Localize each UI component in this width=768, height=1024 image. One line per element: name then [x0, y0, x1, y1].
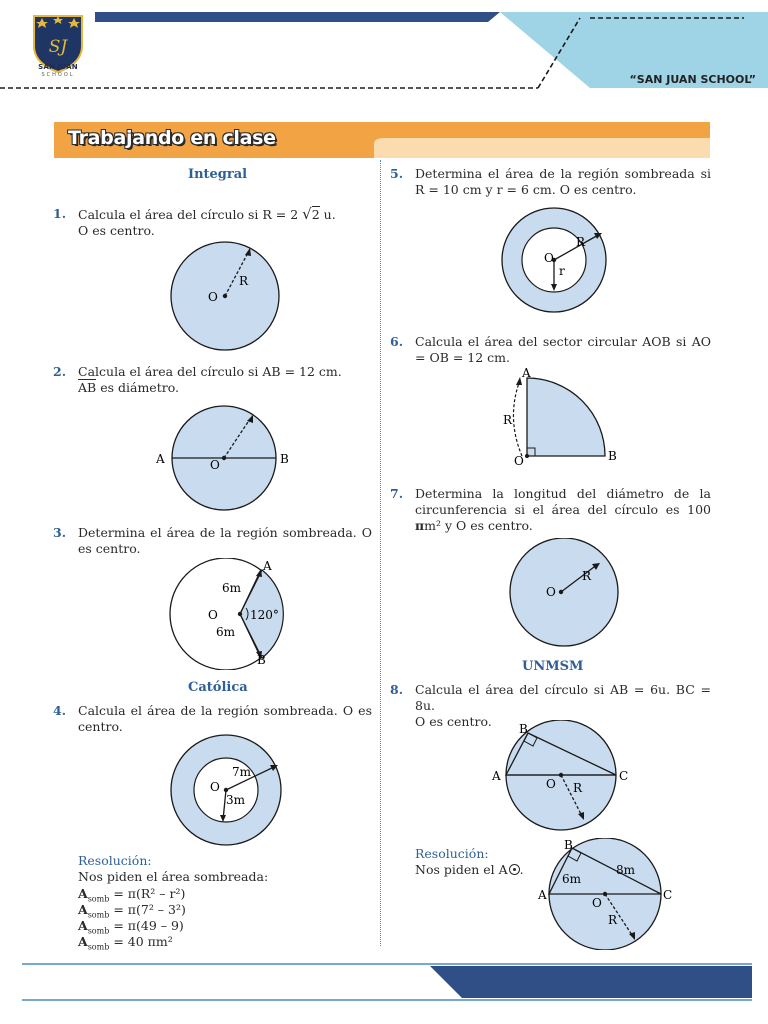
figure-7-circle — [502, 538, 632, 650]
area-symbol: A — [78, 934, 88, 949]
fig9-label-C: C — [663, 888, 673, 902]
logo-wordmark — [26, 63, 90, 79]
resolution-4-line-3: = π(49 – 9) — [113, 918, 184, 933]
figure-3-sector — [160, 558, 310, 670]
logo-sub: SCHOOL — [41, 72, 75, 78]
problem-7-number: 7. — [390, 486, 404, 501]
problem-8-number: 8. — [390, 682, 404, 697]
fig9-label-R: R — [608, 913, 618, 927]
resolution-4-title: Resolución: — [78, 853, 152, 868]
logo-initials: SJ — [48, 37, 68, 57]
fig4-label-O: O — [210, 780, 220, 794]
fig8-label-R: R — [573, 781, 583, 795]
fig7-label-O: O — [546, 585, 556, 599]
problem-6-number: 6. — [390, 334, 404, 349]
logo-name: SAN JUAN — [38, 63, 78, 71]
problem-3-text: Determina el área de la región sombreada. O es centro. — [78, 525, 372, 556]
area-subscript: somb — [87, 894, 110, 904]
problem-2-line1: Calcula el área del círculo si AB = 12 cm. — [78, 364, 342, 379]
problem-2-segment: AB — [78, 380, 97, 395]
problem-1-unit: u. — [323, 207, 336, 222]
problem-8-line2: O es centro. — [415, 714, 492, 729]
fig2-label-O: O — [210, 458, 220, 472]
problem-2-number: 2. — [53, 364, 67, 379]
fig8-label-O: O — [546, 777, 556, 791]
area-subscript: somb — [87, 926, 110, 936]
fig9-label-bc: 8m — [616, 863, 636, 877]
problem-5-text: Determina el área de la región sombreada si R = 10 cm y r = 6 cm. O es centro. — [415, 166, 711, 197]
resolution-8-intro: Nos piden el A . — [415, 862, 524, 877]
fig6-label-O: O — [514, 454, 524, 468]
area-symbol: A — [78, 902, 88, 917]
problem-7-text — [415, 486, 711, 534]
section-integral: Integral — [188, 167, 248, 182]
school-name: “SAN JUAN SCHOOL” — [629, 73, 756, 86]
problem-2-line2: es diámetro. — [100, 380, 179, 395]
problem-1-sqrt: 2 — [311, 207, 320, 222]
banner-title: Trabajando en clase — [68, 127, 276, 149]
resolution-4-step-4 — [78, 934, 173, 956]
fig6-label-A: A — [522, 366, 531, 380]
fig9-label-O: O — [592, 896, 602, 910]
problem-6-text: Calcula el área del sector circular AOB si AO = OB = 12 cm. — [415, 334, 711, 365]
fig3-label-angle: 120° — [250, 608, 279, 622]
section-unmsm: UNMSM — [522, 659, 584, 674]
fig7-label-R: R — [582, 569, 592, 583]
fig3-label-A: A — [263, 559, 272, 573]
fig1-label-R: R — [239, 274, 249, 288]
resolution-4-line-4: = 40 πm² — [113, 934, 173, 949]
fig4-label-outer: 7m — [232, 765, 252, 779]
problem-1-line2: O es centro. — [78, 223, 155, 238]
figure-2-diameter — [150, 400, 310, 512]
problem-5-number: 5. — [390, 166, 404, 181]
fig5-label-O: O — [544, 251, 554, 265]
problem-4-number: 4. — [53, 703, 67, 718]
footer-graphic — [0, 958, 768, 1008]
circle-dot-icon — [509, 864, 520, 875]
fig6-label-B: B — [608, 449, 617, 463]
fig2-label-B: B — [280, 452, 289, 466]
fig3-label-r1: 6m — [222, 581, 242, 595]
fig9-label-B: B — [564, 838, 573, 852]
figure-1-circle — [160, 240, 300, 352]
fig9-label-ab: 6m — [562, 872, 582, 886]
section-catolica: Católica — [188, 680, 248, 695]
figure-8-inscribed-triangle — [488, 720, 638, 832]
fig1-label-O: O — [208, 290, 218, 304]
fig4-label-inner: 3m — [226, 793, 246, 807]
fig8-label-B: B — [519, 722, 528, 736]
figure-6-quarter-sector — [500, 366, 630, 470]
area-symbol: A — [78, 918, 88, 933]
resolution-8-title: Resolución: — [415, 846, 489, 861]
resolution-4-line-1: = π(R² – r²) — [113, 886, 186, 901]
fig3-label-B: B — [257, 653, 266, 667]
fig5-label-R: R — [576, 235, 586, 249]
figure-4-annulus — [160, 734, 300, 846]
area-symbol: A — [78, 886, 88, 901]
problem-7-pi: π — [415, 518, 425, 533]
problem-4-text: Calcula el área de la región sombreada. O es centro. — [78, 703, 372, 734]
fig9-label-A: A — [538, 888, 547, 902]
fig2-label-A: A — [156, 452, 165, 466]
fig8-label-A: A — [492, 769, 501, 783]
sqrt-symbol: √ — [302, 205, 312, 223]
problem-1-line1: Calcula el área del círculo si R = 2 — [78, 207, 299, 222]
resolution-8-intro-text: Nos piden el A — [415, 862, 508, 877]
fig3-label-r2: 6m — [216, 625, 236, 639]
fig8-label-C: C — [619, 769, 629, 783]
area-subscript: somb — [87, 910, 110, 920]
problem-7-text-b: m² y O es centro. — [424, 518, 533, 533]
figure-9-resolution-diagram — [534, 838, 684, 950]
problem-3-number: 3. — [53, 525, 67, 540]
header-graphic — [0, 0, 768, 110]
problem-7-text-a: Determina la longitud del diámetro de la circunferencia si el área del círculo es 100 — [415, 486, 711, 517]
problem-2-text — [78, 364, 368, 396]
problem-8-line1: Calcula el área del círculo si AB = 6u. BC = 8u. — [415, 682, 711, 713]
resolution-4-intro: Nos piden el área sombreada: — [78, 869, 269, 884]
resolution-4-line-2: = π(7² – 3²) — [113, 902, 186, 917]
problem-1-number: 1. — [53, 206, 67, 221]
area-subscript: somb — [87, 942, 110, 952]
fig6-label-R: R — [503, 413, 513, 427]
fig5-label-r: r — [559, 264, 565, 278]
fig3-label-O: O — [208, 608, 218, 622]
figure-5-annulus — [492, 204, 622, 316]
column-divider — [380, 160, 381, 946]
problem-1-text — [78, 206, 368, 239]
